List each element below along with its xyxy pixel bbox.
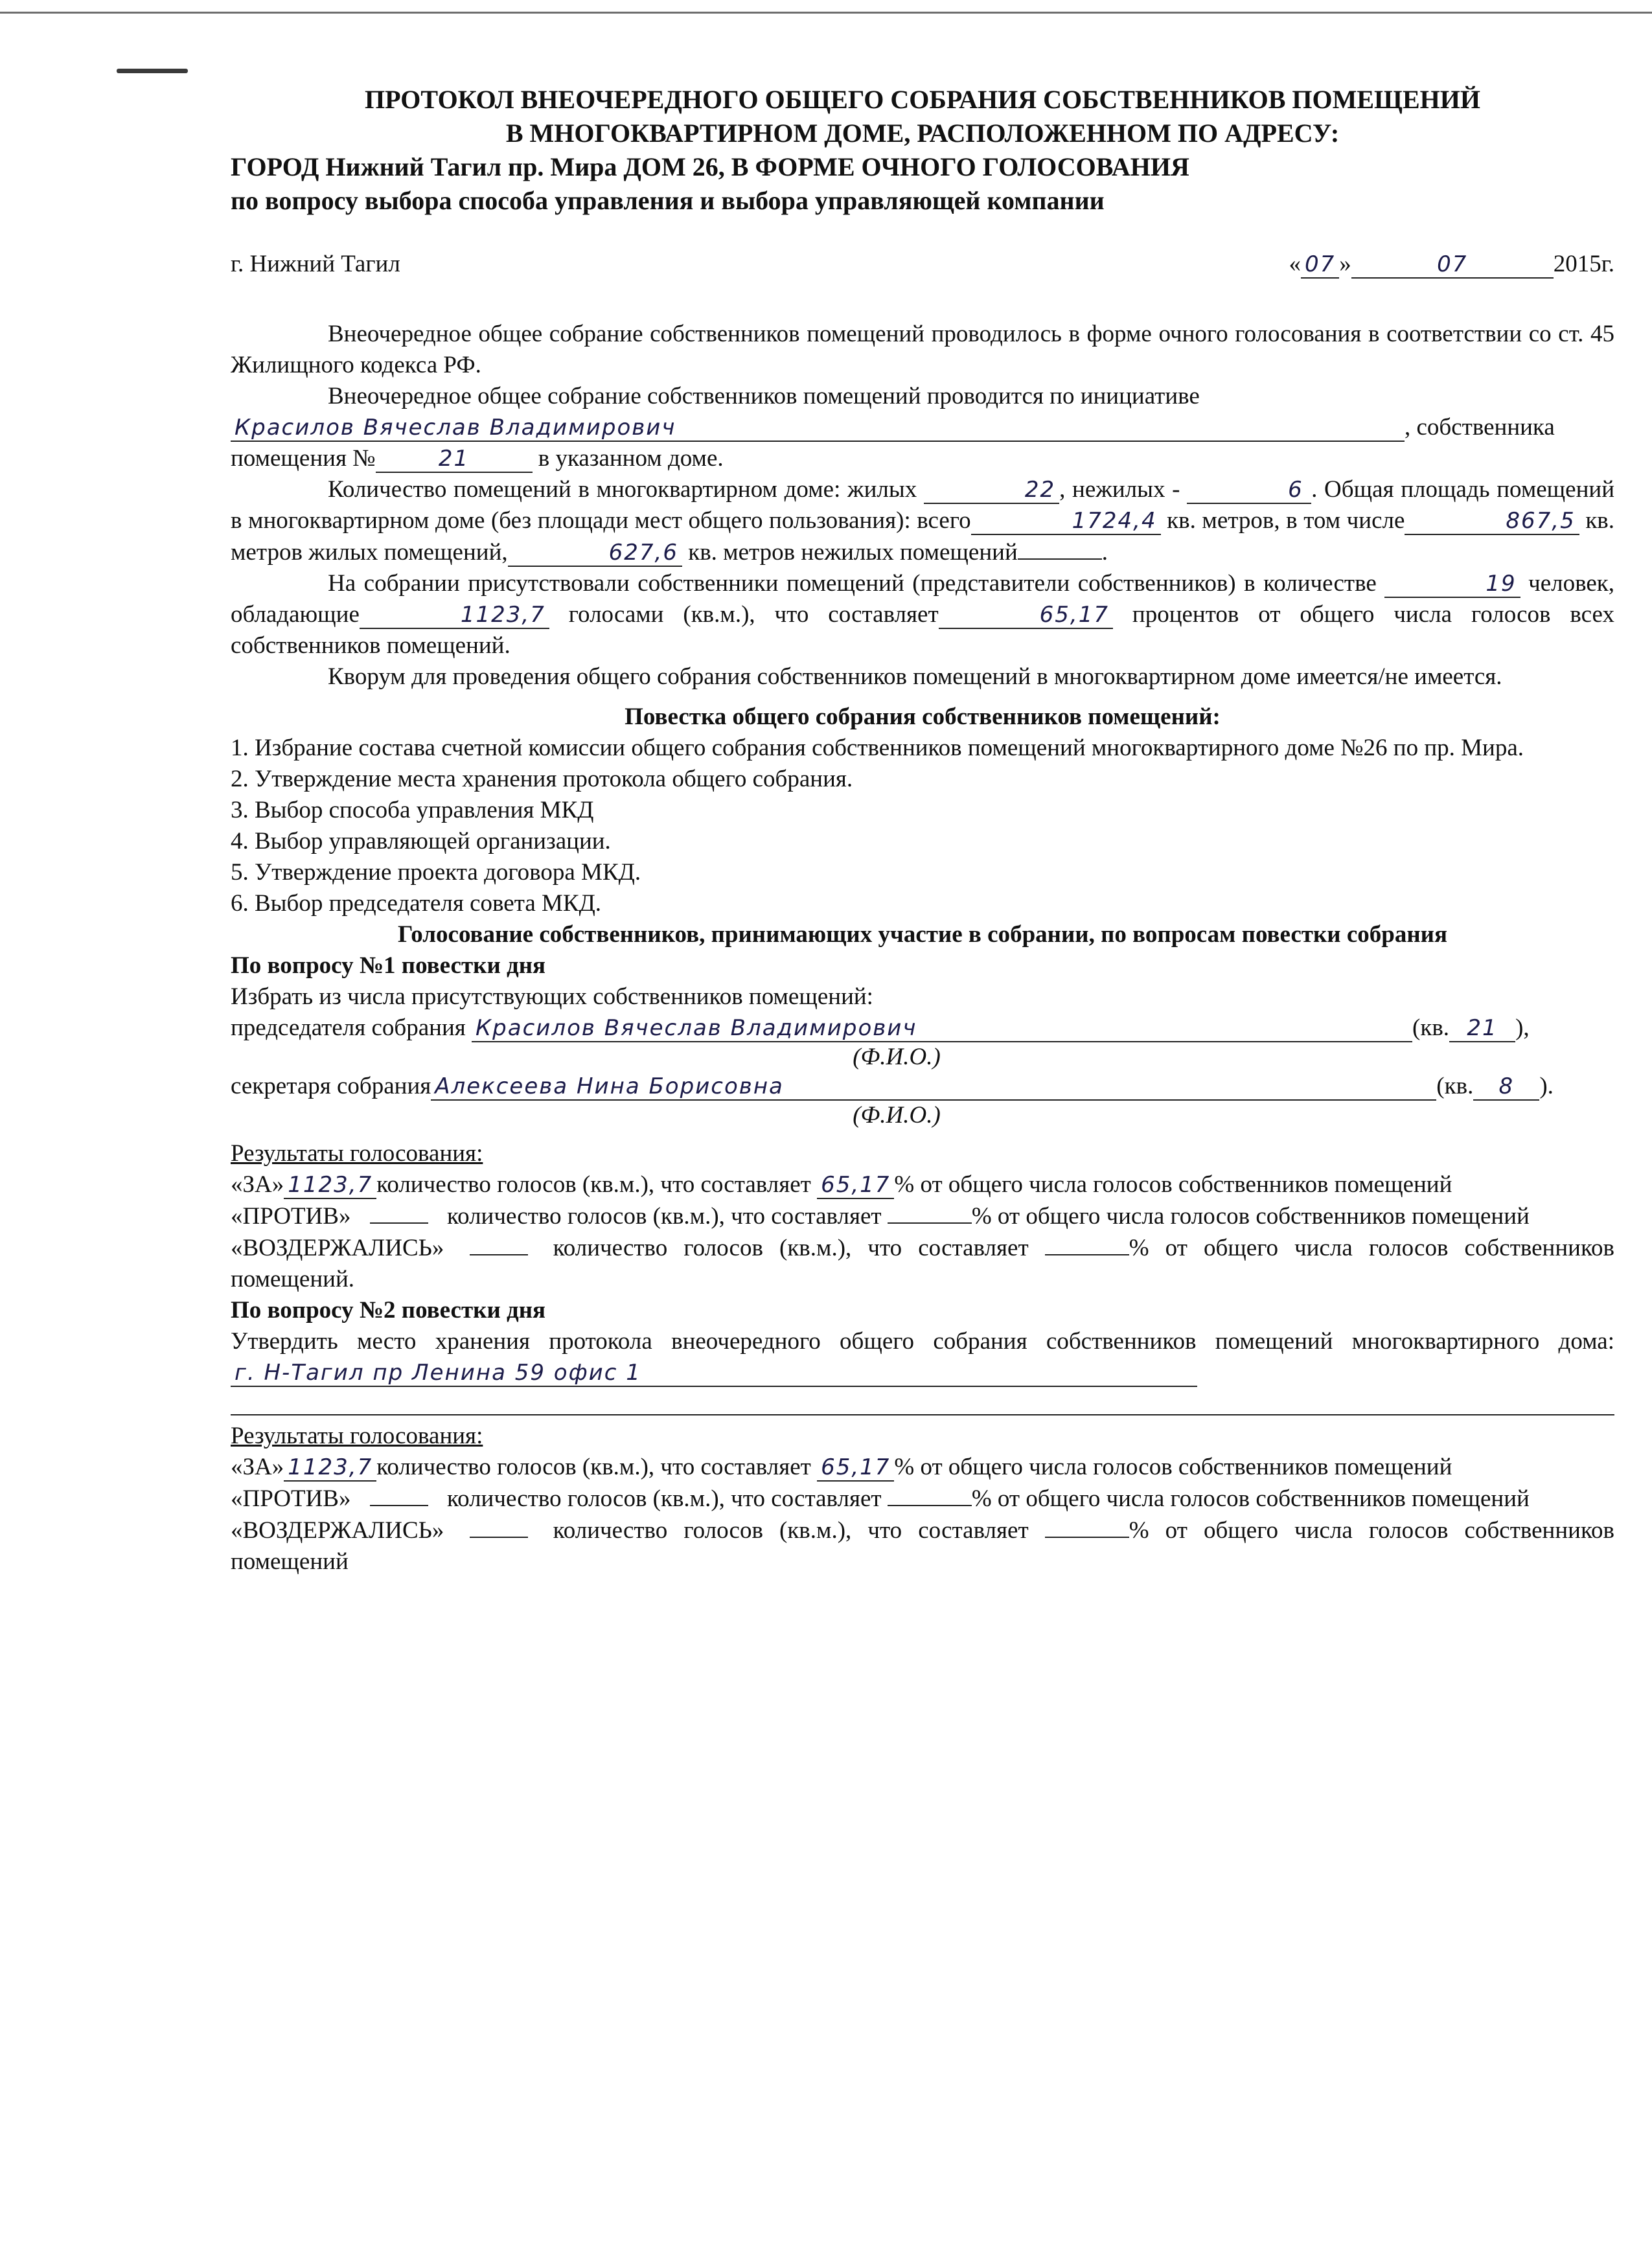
agenda-item: 2. Утверждение места хранения протокола общего собрания. [231,766,853,792]
q2-results-label: Результаты голосования: [231,1423,483,1449]
chair-apartment: 21 [1449,1015,1515,1042]
scan-edge-line [0,12,1652,14]
date-year: 2015г. [1553,251,1614,277]
q1-title: По вопросу №1 повестки дня [231,952,546,979]
title-line-1: ПРОТОКОЛ ВНЕОЧЕРЕДНОГО ОБЩЕГО СОБРАНИЯ СОБСТВЕННИКОВ ПОМЕЩЕНИЙ [364,85,1480,114]
title-line-3: ГОРОД Нижний Тагил пр. Мира ДОМ 26, В ФОРМЕ ОЧНОГО ГОЛОСОВАНИЯ [231,152,1189,181]
intro-paragraph-4: На собрании присутствовали собственники помещений (представители собственников) в количестве 19 человек, обладающие 1123,7 голосами (кв.м.), что составляет 65,17 процентов от общего числа голосов всех собственников помещений. [231,570,1615,659]
q1-text: Избрать из числа присутствующих собственников помещений: [231,983,873,1010]
agenda-heading: Повестка общего собрания собственников помещений: [625,704,1221,730]
city: г. Нижний Тагил [231,251,400,277]
secretary-name: Алексеева Нина Борисовна [431,1073,1436,1101]
place-date-row [231,249,1614,280]
agenda-item: 5. Утверждение проекта договора МКД. [231,859,641,886]
attendees-count: 19 [1384,571,1520,598]
title-line-4: по вопросу выбора способа управления и выбора управляющей компании [231,186,1105,215]
residential-area: 867,5 [1405,508,1579,535]
q2-for-percent: 65,17 [817,1454,894,1482]
chair-row: председателя собрания Красилов Вячеслав Владимирович (кв. 21 ), [231,1014,1530,1041]
room-number: 21 [376,446,533,473]
q1-for-percent: 65,17 [817,1172,894,1199]
attendees-votes: 1123,7 [360,602,549,629]
q1-for-votes: 1123,7 [284,1172,376,1199]
q1-against-row: «ПРОТИВ» количество голосов (кв.м.), что составляет % от общего числа голосов собственников помещений [231,1200,1614,1232]
storage-place: г. Н-Тагил пр Ленина 59 офис 1 [231,1360,1197,1387]
intro-paragraph-1: Внеочередное общее собрание собственников помещений проводилось в форме очного голосования в соответствии со ст. 45 Жилищного кодекса РФ. [231,321,1614,378]
q1-abstain-row: «ВОЗДЕРЖАЛИСЬ» количество голосов (кв.м.), что составляет % от общего числа голосов собственников помещений. [231,1232,1614,1295]
total-area: 1724,4 [971,508,1161,535]
initiator-row: Красилов Вячеслав Владимирович , собственника [231,412,1614,443]
secretary-row: секретаря собрания Алексеева Нина Борисовна (кв. 8 ). [231,1073,1554,1099]
blank-line [231,1388,1614,1415]
agenda-item: 3. Выбор способа управления МКД [231,797,594,823]
voting-heading: Голосование собственников, принимающих участие в собрании, по вопросам повестки собрания [397,921,1448,948]
chair-name: Красилов Вячеслав Владимирович [472,1015,1412,1042]
q2-abstain-row: «ВОЗДЕРЖАЛИСЬ» количество голосов (кв.м.), что составляет % от общего числа голосов собственников помещений [231,1515,1614,1577]
residential-count: 22 [924,477,1059,504]
date-month: 07 [1351,251,1554,279]
q2-text: Утвердить место хранения протокола внеочередного общего собрания собственников помещений многоквартирного дома: г. Н-Тагил пр Ленина 59 офис 1 [231,1328,1614,1386]
agenda-item: 1. Избрание состава счетной комиссии общего собрания собственников помещений многоквартирного доме №26 по пр. Мира. [231,735,1524,761]
agenda-item: 4. Выбор управляющей организации. [231,828,611,854]
nonresidential-count: 6 [1187,477,1311,504]
fio-caption: (Ф.И.О.) [853,1044,941,1070]
protocol-page [231,83,1614,1577]
q2-for-row: «ЗА» 1123,7 количество голосов (кв.м.), что составляет 65,17 % от общего числа голосов собственников помещений [231,1454,1452,1480]
fio-caption: (Ф.И.О.) [853,1102,941,1128]
q2-against-row: «ПРОТИВ» количество голосов (кв.м.), что составляет % от общего числа голосов собственников помещений [231,1483,1614,1515]
intro-paragraph-2: Внеочередное общее собрание собственников помещений проводится по инициативе [328,383,1200,409]
date-day: 07 [1301,251,1339,279]
room-row: помещения № 21 в указанном доме. [231,445,724,472]
initiator-name: Красилов Вячеслав Владимирович [231,415,1405,442]
quorum-paragraph: Кворум для проведения общего собрания собственников помещений в многоквартирном доме имеется/не имеется. [328,663,1502,690]
q1-for-row: «ЗА» 1123,7 количество голосов (кв.м.), что составляет 65,17 % от общего числа голосов собственников помещений [231,1171,1452,1198]
nonresidential-area: 627,6 [508,540,682,567]
agenda-item: 6. Выбор председателя совета МКД. [231,890,602,917]
q1-results-label: Результаты голосования: [231,1140,483,1167]
date: « 07 » 07 2015г. [1289,251,1614,277]
attendees-percent: 65,17 [939,602,1113,629]
intro-paragraph-3: Количество помещений в многоквартирном доме: жилых 22 , нежилых - 6 . Общая площадь помещений в многоквартирном доме (без площади мест общего пользования): всего 1724,4 кв. метров, в том числе 867,5 кв. метров жилых помещений, 627,6 кв. метров нежилых помещений . [231,476,1615,566]
secretary-apartment: 8 [1473,1073,1539,1101]
title-line-2: В МНОГОКВАРТИРНОМ ДОМЕ, РАСПОЛОЖЕННОМ ПО АДРЕСУ: [505,119,1340,148]
q2-for-votes: 1123,7 [284,1454,376,1482]
q2-title: По вопросу №2 повестки дня [231,1297,546,1323]
pen-mark [117,69,188,73]
